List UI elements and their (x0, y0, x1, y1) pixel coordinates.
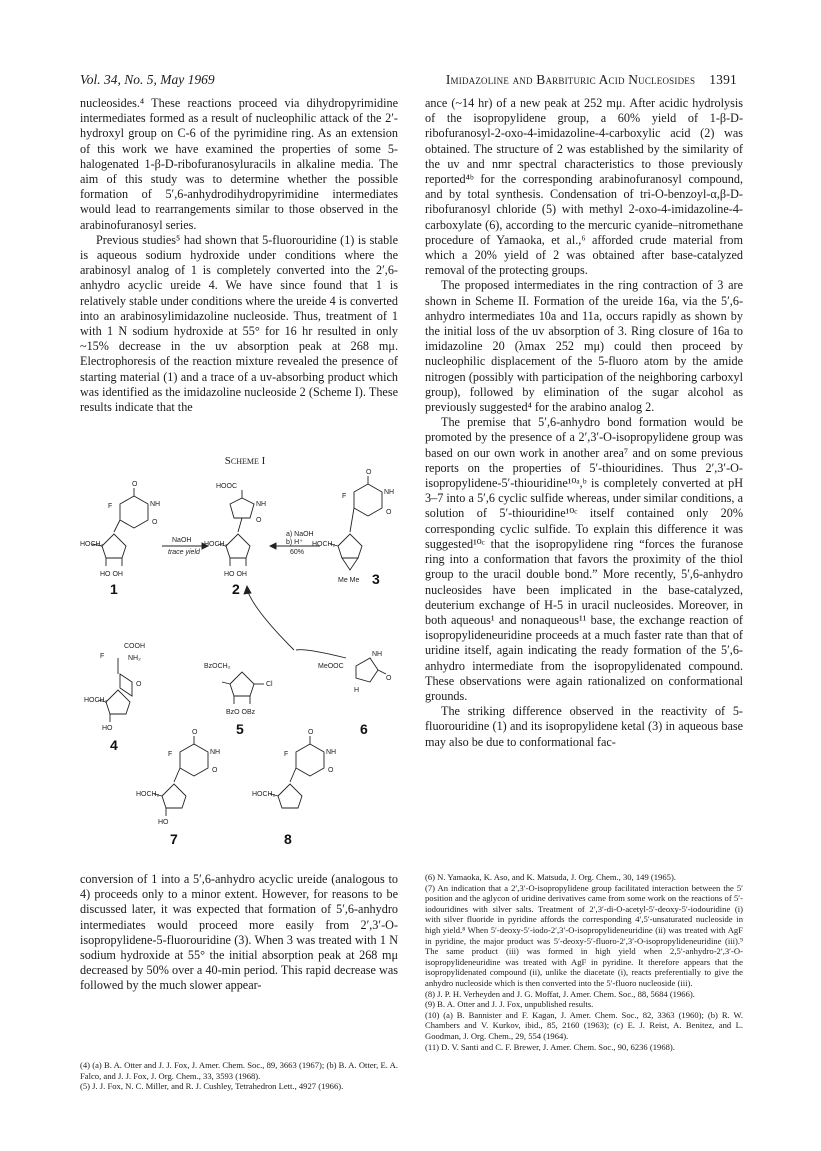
footnote: (10) (a) B. Bannister and F. Kagan, J. Amer. Chem. Soc., 82, 3363 (1960); (b) R. W. Chambers and V. Kurkov, ibid., 85, 2160 (1963); (c) E. J. Reist, A. Benitez, and L. Goodman, J. Org. Chem., 29, 554 (1964). (425, 1009, 743, 1041)
paragraph: The premise that 5′,6-anhydro bond formation would be promoted by the presence of a 2′,3′-O-isopropylidene group was based on our own work in another area⁷ and on some previous reports on the properties of 5′-thiouridines. Thus 2′,3′-O-isopropylidene-5′-thiouridine¹⁰ᵃ,ᵇ is completely converted at pH 3–7 into a 5′,6 cyclic sulfide whereas, under similar conditions, a solution of 5′-thiouridine¹⁰ᶜ itself contained only 20% corresponding cyclic sulfide. To explain this difference it was suggested¹⁰ᶜ that the isopropylidene ring “forces the furanose ring into a conformation that favors the proximity of the thiol group to the uracil double bond.” More recently, 5′,6-anhydro nucleosides have been implicated in the base-catalyzed, deuterium exchange of H-5 in uracil nucleosides. Moreover, in both aqueous¹ and nonaqueous¹¹ base, the exchange reaction of isopropylideneuridine proceeds at a much faster rate than that of uridine itself, again indicating the ready formation of the 5′,6-anhydro intermediate from the isopropylidenated compound. These observations were again rationalized on conformational grounds. (425, 415, 743, 703)
atom-label: NH (210, 749, 221, 756)
reaction-condition: a) NaOH (286, 531, 314, 538)
footnote: (9) B. A. Otter and J. J. Fox, unpublished results. (425, 999, 594, 1010)
scheme-diagram (80, 452, 410, 854)
atom-label: O (136, 681, 142, 688)
atom-label: HO OH (100, 571, 123, 578)
compound-number: 1 (110, 581, 118, 597)
paragraph: Previous studies⁵ had shown that 5-fluorouridine (1) is stable is aqueous sodium hydroxide under conditions where the arabinosyl analog of 1 is completely converted into the 2′,6-anhydro acyclic ureide 4. We have since found that 1 is relatively stable under conditions where the ureide 4 is converted into an arabinosylimidazoline nucleoside. Thus, treatment of 1 with 1 N sodium hydroxide at 55° for 16 hr resulted in only ~15% decrease in the uv absorption peak at 268 mμ. Electrophoresis of the reaction mixture revealed the presence of starting material (1) and a trace of a uv-absorbing product which was identified as the imidazoline nucleoside 2 (Scheme I). These results indicate that the (80, 232, 398, 415)
atom-label: F (100, 653, 105, 660)
atom-label: HOCH₂ (204, 541, 228, 548)
footnotes-left (80, 1060, 398, 1092)
synthesis-arrow (296, 650, 346, 658)
footnotes-right (425, 872, 743, 1052)
footnote: (4) (a) B. A. Otter and J. J. Fox, J. Amer. Chem. Soc., 89, 3663 (1967); (b) B. A. Otter, E. A. Falco, and J. J. Fox, J. Org. Chem., 33, 3593 (1968). (80, 1060, 398, 1081)
arrowhead (244, 586, 251, 594)
atom-label: F (342, 493, 347, 500)
atom-label: Me Me (338, 577, 360, 584)
reaction-condition: NaOH (172, 537, 192, 544)
atom-label: O (256, 517, 262, 524)
compound-2-structure (204, 483, 266, 597)
compound-number: 6 (360, 721, 368, 737)
atom-label: O (132, 481, 138, 488)
atom-label: NH (372, 651, 383, 658)
compound-6-structure (318, 651, 392, 737)
page-number: 1391 (709, 72, 737, 87)
compound-7-structure (136, 729, 220, 847)
atom-label: O (152, 519, 158, 526)
atom-label: F (284, 751, 289, 758)
atom-label: O (192, 729, 198, 736)
atom-label: BzO OBz (226, 709, 256, 716)
atom-label: HOCH₂ (312, 541, 336, 548)
atom-label: HOCH₂ (136, 791, 160, 798)
footnote: (8) J. P. H. Verheyden and J. G. Moffat, J. Amer. Chem. Soc., 88, 5684 (1966). (425, 988, 695, 999)
footnote: (5) J. J. Fox, N. C. Miller, and R. J. Cushley, Tetrahedron Lett., 4927 (1966). (80, 1081, 344, 1092)
atom-label: COOH (124, 643, 145, 650)
right-column (425, 96, 743, 750)
reaction-condition: 60% (290, 549, 305, 556)
atom-label: BzOCH₂ (204, 663, 231, 670)
running-header-right (446, 72, 737, 88)
atom-label: NH (326, 749, 337, 756)
arrowhead (270, 543, 276, 549)
scheme-figure (80, 452, 410, 854)
compound-number: 4 (110, 737, 118, 753)
running-title: Imidazoline and Barbituric Acid Nucleosides (445, 72, 696, 87)
compound-number: 7 (170, 831, 178, 847)
compound-number: 3 (372, 571, 380, 587)
atom-label: F (108, 503, 113, 510)
footnote: (11) D. V. Santi and C. F. Brewer, J. Amer. Chem. Soc., 90, 6236 (1968). (425, 1041, 675, 1052)
atom-label: Cl (266, 681, 273, 688)
footnote: (7) An indication that a 2′,3′-O-isopropylidene group facilitated interaction between the 5′ position and the aglycon of uridine derivatives came from some work on the reactions of 5′-iodouridines with silver salts. Treatment of 2′,3′-di-O-acetyl-5′-deoxy-5′-iodouridine (i) with silver fluoride in pyridine affords the corresponding 4′,5′-unsaturated nucleoside in high yield.⁸ When 5′-deoxy-5′-iodo-2′,3′-O-isopropylideneuridine (ii) was treated with AgF in pyridine, the major product was 5′-deoxy-5′-fluoro-2′,3′-O-isopropylideneuridine (iii).⁹ The same product (iii) was formed in high yield when 2,5′-anhydro-2′,3′-O-isopropylideneuridine was treated with AgF in pyridine. It therefore appears that the isopropylidenated compound (ii), unlike the diacetate (i), reacts preferentially to give the anhydro nucleoside which is then converted into the 5′-fluoro nucleoside (iii). (425, 882, 743, 988)
atom-label: O (386, 675, 392, 682)
compound-3-structure (312, 469, 394, 587)
atom-label: O (212, 767, 218, 774)
atom-label: O (308, 729, 314, 736)
left-column-top (80, 96, 398, 415)
paragraph: conversion of 1 into a 5′,6-anhydro acyclic ureide (analogous to 4) proceeds only to a minor extent. However, for reasons to be discussed later, it was expected that formation of 5′,6-anhydro intermediates would proceed more easily from 2′,3′-O-isopropylidene-5-fluorouridine (3). When 3 was treated with 1 N sodium hydroxide at 55° the initial absorption peak at 268 mμ decreased by 50% over a 40-min period. This rapid decrease was followed by the much slower appear- (80, 872, 398, 993)
left-column-bottom (80, 872, 398, 994)
atom-label: NH₂ (128, 655, 141, 662)
compound-1-structure (80, 481, 160, 597)
paragraph: nucleosides.⁴ These reactions proceed via dihydropyrimidine intermediates formed as a result of nucleophilic attack of the 2′-hydroxyl group on C-6 of the pyrimidine ring. As an extension of this work we have examined the properties of some 5-halogenated 1-β-D-ribofuranosyluracils in alkaline media. The aim of this study was to determine whether the possible formation of 5′,6-anhydrodihydropyrimidine intermediates would lead to rearrangements similar to those observed in the arabinofuranosyl series. (80, 96, 398, 232)
paragraph: The proposed intermediates in the ring contraction of 3 are shown in Scheme II. Formation of the ureide 16a, via the 5′,6-anhydro intermediates 10a and 11a, occurs rapidly as shown by the initial loss of the uv absorption of 3. Ring closure of 16a to imidazoline 20 (λmax 252 mμ) could then proceed by nucleophilic displacement of the 5-fluoro atom by the amide nitrogen (possibly with participation of the neighboring carboxyl group), followed by elimination of the sugar alcohol as previously suggested⁴ for the arabino analog 2. (425, 278, 743, 415)
atom-label: NH (256, 501, 267, 508)
scheme-title: Scheme I (224, 455, 266, 467)
reaction-condition: b) H⁺ (286, 539, 303, 546)
compound-5-structure (204, 663, 273, 737)
synthesis-arrow (248, 592, 294, 650)
atom-label: HO OH (224, 571, 247, 578)
atom-label: F (168, 751, 173, 758)
atom-label: NH (384, 489, 395, 496)
atom-label: O (386, 509, 392, 516)
atom-label: HOOC (216, 483, 237, 490)
compound-4-structure (84, 643, 145, 753)
atom-label: HO (102, 725, 113, 732)
reaction-condition: trace yield (168, 549, 200, 556)
compound-number: 5 (236, 721, 244, 737)
paragraph: ance (~14 hr) of a new peak at 252 mμ. After acidic hydrolysis of the isopropylidene group, a 60% yield of 1-β-D-ribofuranosyl-2-oxo-4-imidazoline-4-carboxylic acid (2) was obtained. The structure of 2 was established by the similarity of the uv and nmr spectral characteristics to those previously reported⁴ᵇ for the corresponding arabinofuranosyl compound, and by total synthesis. Condensation of tri-O-benzoyl-α,β-D-ribofuranosyl chloride (5) with methyl 2-oxo-4-imidazoline-4-carboxylate (6), according to the mercuric cyanide–nitromethane procedure of Yamaoka, et al.,⁶ afforded crude material from which a 20% yield of 2 was obtained after base-catalyzed removal of the protecting groups. (425, 96, 743, 278)
atom-label: HO (158, 819, 169, 826)
compound-8-structure (252, 729, 336, 847)
compound-number: 8 (284, 831, 292, 847)
atom-label: MeOOC (318, 663, 344, 670)
atom-label: HOCH₂ (80, 541, 104, 548)
atom-label: O (328, 767, 334, 774)
atom-label: HOCH₂ (252, 791, 276, 798)
compound-number: 2 (232, 581, 240, 597)
atom-label: O (366, 469, 372, 476)
paragraph: The striking difference observed in the reactivity of 5-fluorouridine (1) and its isopropylidene ketal (3) in aqueous base may also be due to conformational fac- (425, 704, 743, 749)
atom-label: HOCH₂ (84, 697, 108, 704)
running-header-left: Vol. 34, No. 5, May 1969 (80, 72, 215, 87)
footnote: (6) N. Yamaoka, K. Aso, and K. Matsuda, J. Org. Chem., 30, 149 (1965). (425, 872, 676, 882)
atom-label: NH (150, 501, 161, 508)
atom-label: H (354, 687, 360, 694)
